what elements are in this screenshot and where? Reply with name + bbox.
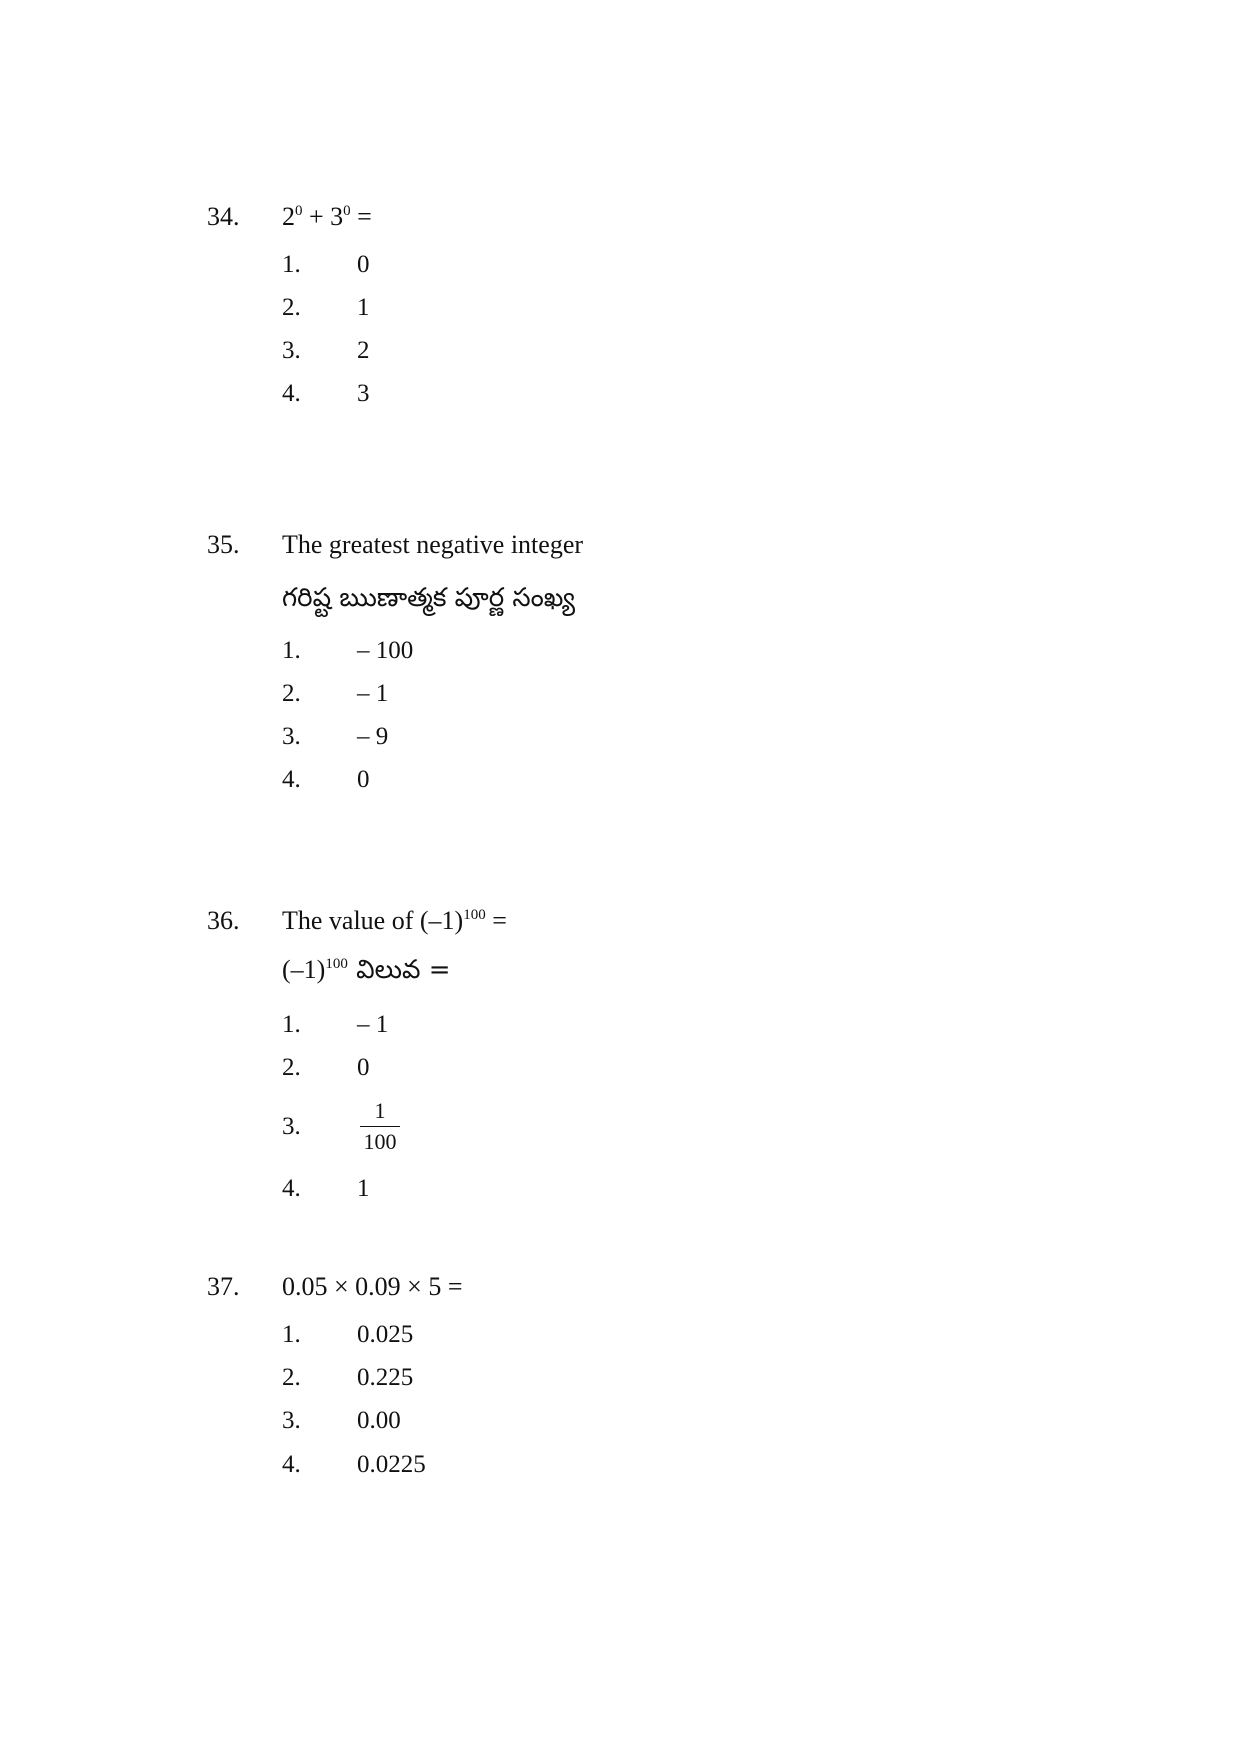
option-item [0,765,1241,797]
option-number: 4. [282,766,301,793]
option-number: 1. [282,637,301,664]
option-number: 3. [282,337,301,364]
option-item [0,379,1241,411]
option-item [0,636,1241,668]
option-value: 1 [357,294,370,321]
option-fraction [360,1098,400,1155]
option-number: 2. [282,680,301,707]
option-value: – 100 [357,637,414,664]
option-value: – 1 [357,1011,389,1038]
question-text-english: The greatest negative integer [282,530,584,559]
option-number: 1. [282,251,301,278]
question-text-english: The value of $(-1)^{100}$ = [282,906,507,935]
option-item [0,1406,1241,1438]
option-value: 2 [357,337,370,364]
option-number: 1. [282,1321,301,1348]
option-number: 3. [282,723,301,750]
question-number: 36. [207,906,240,935]
option-number: 4. [282,380,301,407]
option-number: 3. [282,1113,301,1140]
option-item [0,1320,1241,1352]
option-item [0,1450,1241,1482]
option-value: 0 [357,1054,370,1081]
question-expression: $2^0 + 3^0$ = [282,202,372,231]
option-value: 0.025 [357,1321,414,1348]
option-number: 4. [282,1451,301,1478]
option-number: 1. [282,1011,301,1038]
option-item [0,722,1241,754]
option-value: 3 [357,380,370,407]
option-number: 3. [282,1407,301,1434]
option-value: 0.00 [357,1407,401,1434]
fraction-numerator: 1 [360,1098,400,1127]
question-text-telugu: గరిష్ట ఋణాత్మక పూర్ణ సంఖ్య [282,583,576,613]
question-number: 34. [207,202,240,231]
option-number: 2. [282,1364,301,1391]
question-expression: 0.05 × 0.09 × 5 = [282,1272,463,1301]
option-item [0,250,1241,282]
option-number: 4. [282,1175,301,1202]
option-item [0,1053,1241,1085]
option-value: – 9 [357,723,389,750]
fraction-denominator: 100 [363,1129,397,1154]
option-value: 1 [357,1175,370,1202]
option-value: 0 [357,766,370,793]
option-item [0,293,1241,325]
option-number: 2. [282,294,301,321]
option-value: 0.0225 [357,1451,426,1478]
option-item [0,336,1241,368]
option-item [0,1363,1241,1395]
question-text-telugu: $(-1)^{100}$ విలువ = [282,955,451,985]
option-item [0,679,1241,711]
question-number: 35. [207,530,240,559]
question-number: 37. [207,1272,240,1301]
option-value: – 1 [357,680,389,707]
option-value: 0 [357,251,370,278]
option-item [0,1098,1241,1172]
option-item [0,1174,1241,1206]
option-value: 0.225 [357,1364,414,1391]
option-number: 2. [282,1054,301,1081]
option-item [0,1010,1241,1042]
